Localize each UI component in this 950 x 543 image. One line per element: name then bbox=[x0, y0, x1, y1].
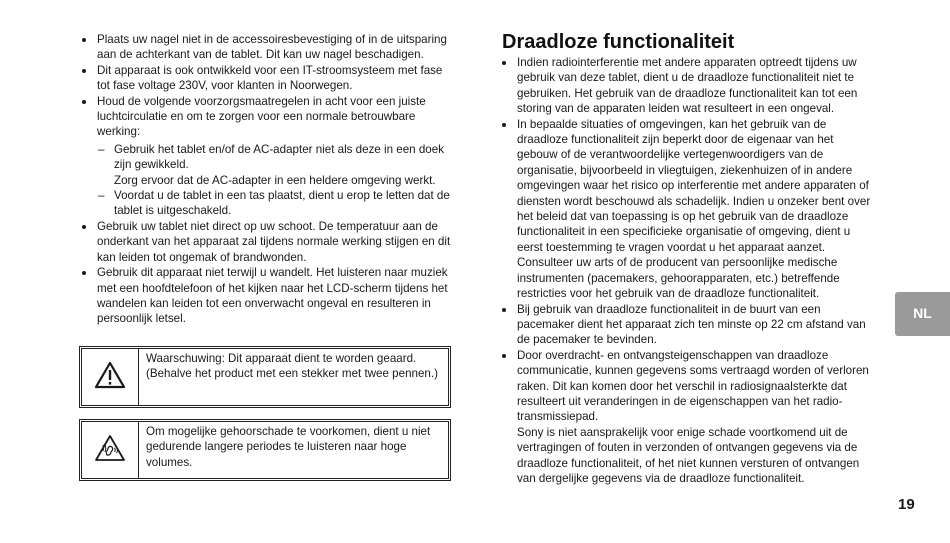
list-item: Bij gebruik van draadloze functionaliteit in de buurt van een pacemaker dient het apparaat zich ten minste op 22 cm afstand van de pacemaker te bevinden. bbox=[500, 302, 872, 348]
list-item: Dit apparaat is ook ontwikkeld voor een IT-stroomsysteem met fase tot fase voltage 230V, voor klanten in Noorwegen. bbox=[80, 63, 452, 94]
warning-text: Waarschuwing: Dit apparaat dient te worden geaard. (Behalve het product met een stekker met twee pennen.) bbox=[146, 352, 438, 381]
right-column bbox=[500, 30, 872, 486]
list-item bbox=[80, 94, 452, 219]
list-item: Plaats uw nagel niet in de accessoiresbevestiging of in de uitsparing aan de achterkant van de tablet. Dit kan uw nagel beschadigen. bbox=[80, 32, 452, 63]
list-item-text: Door overdracht- en ontvangsteigenschappen van draadloze communicatie, kunnen gegevens soms vertraagd worden of verloren raken. Dit kan komen door het verschil in radiosignaalsterkte dat resulteert uit veranderingen in de eigenschappen van het radio-transmissiepad. bbox=[517, 348, 869, 424]
hearing-icon-cell bbox=[82, 422, 139, 478]
left-bullet-list bbox=[80, 32, 452, 327]
sub-list-item bbox=[97, 142, 452, 188]
hearing-text: Om mogelijke gehoorschade te voorkomen, dient u niet gedurende langere periodes te luisteren naar hoge volumes. bbox=[146, 425, 431, 469]
list-item bbox=[500, 348, 872, 487]
list-item-note: Sony is niet aansprakelijk voor enige schade voortkomend uit de vertragingen of fouten in verzonden of ontvangen gegevens via de draadloze functionaliteit, of het niet kunnen versturen of ontvangen van dergelijke gegevens via de draadloze functionaliteit. bbox=[517, 425, 860, 485]
list-item: Gebruik uw tablet niet direct op uw schoot. De temperatuur aan de onderkant van het apparaat zal tijdens normale werking stijgen en dit kan leiden tot ongemak of brandwonden. bbox=[80, 219, 452, 265]
language-tab: NL bbox=[895, 292, 950, 336]
section-heading: Draadloze functionaliteit bbox=[502, 31, 735, 53]
left-column bbox=[80, 32, 452, 327]
list-item-text: Houd de volgende voorzorgsmaatregelen in acht voor een juiste luchtcirculatie en om te zorgen voor een normale betrouwbare werking: bbox=[97, 94, 426, 139]
sub-list-item-text: Gebruik het tablet en/of de AC-adapter niet als deze in een doek zijn gewikkeld. bbox=[114, 142, 444, 172]
list-item: Gebruik dit apparaat niet terwijl u wandelt. Het luisteren naar muziek met een hoofdtelefoon of het kijken naar het LCD-scherm tijdens het wandelen kan leiden tot een onverwacht ongeval en resulteren in persoonlijk letsel. bbox=[80, 265, 452, 327]
page-number: 19 bbox=[898, 496, 915, 513]
warning-triangle-icon bbox=[94, 361, 126, 393]
warning-icon-cell bbox=[82, 349, 139, 405]
sub-list-item-note: Zorg ervoor dat de AC-adapter in een heldere omgeving werkt. bbox=[114, 173, 436, 187]
grounding-warning-box bbox=[81, 348, 449, 406]
hearing-damage-icon bbox=[94, 434, 126, 466]
sub-list bbox=[97, 142, 452, 219]
list-item: Indien radiointerferentie met andere apparaten optreedt tijdens uw gebruik van deze tablet, dient u de draadloze functionaliteit niet te gebruiken. Het gebruik van de draadloze functionaliteit kan tot een storing van de apparaten leiden wat resulteert in een ongeval. bbox=[500, 55, 872, 117]
right-bullet-list bbox=[500, 55, 872, 486]
sub-list-item: – Voordat u de tablet in een tas plaatst, dient u erop te letten dat de tablet is uitgeschakeld. bbox=[97, 188, 452, 219]
list-item: In bepaalde situaties of omgevingen, kan het gebruik van de draadloze functionaliteit zijn beperkt door de eigenaar van het gebouw of de verantwoordelijke vertegenwoordigers van de organisatie, bijvoorbeeld in vliegtuigen, ziekenhuizen of in andere omgevingen waar het risico op interferentie met andere apparaten of diensten wordt beschouwd als schadelijk. Indien u onzeker bent over het beleid dat van toepassing is op het gebruik van de draadloze functionaliteit in een specificieke organisatie of omgeving, dient u eerst toestemming te vragen voordat u het apparaat aanzet. Consulteer uw arts of de producent van persoonlijke medische instrumenten (pacemakers, gehoorapparaten, etc.) betreffende restricties voor het gebruik van de draadloze functionaliteit. bbox=[500, 117, 872, 302]
hearing-warning-box bbox=[81, 421, 449, 479]
